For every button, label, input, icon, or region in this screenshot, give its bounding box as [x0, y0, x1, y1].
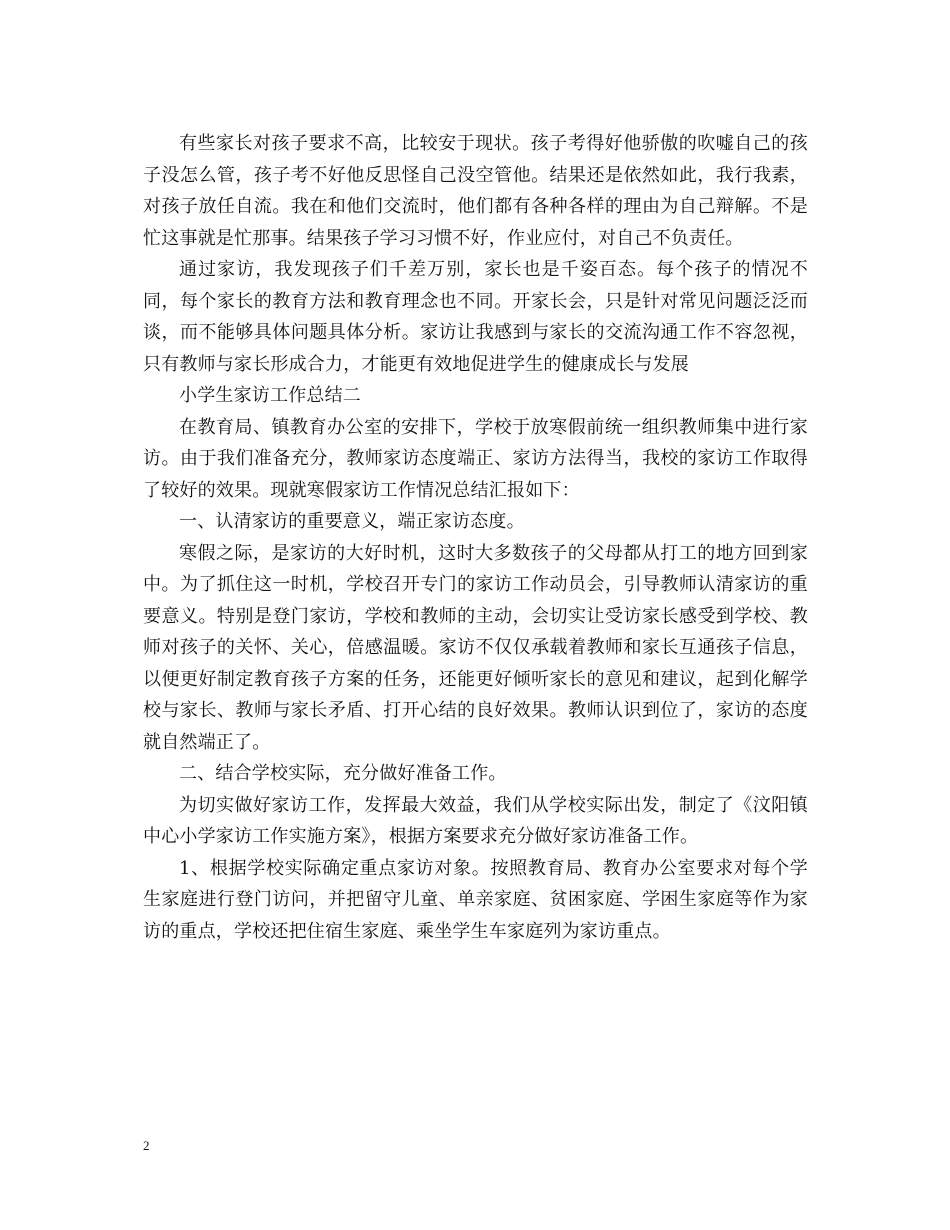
- section-heading-one: 一、认清家访的重要意义，端正家访态度。: [179, 511, 525, 532]
- section-heading-summary-two: 小学生家访工作总结二: [179, 385, 361, 406]
- paragraph-5: 为切实做好家访工作，发挥最大效益，我们从学校实际出发，制定了《汶阳镇中心小学家访工作实施方案》，根据方案要求充分做好家访准备工作。: [143, 794, 808, 847]
- paragraph-6: 1、根据学校实际确定重点家访对象。按照教育局、教育办公室要求对每个学生家庭进行登门访问，并把留守儿童、单亲家庭、贫困家庭、学困生家庭等作为家访的重点，学校还把住宿生家庭、乘坐学生车家庭列为家访重点。: [143, 857, 808, 942]
- paragraph-1: 有些家长对孩子要求不高，比较安于现状。孩子考得好他骄傲的吹嘘自己的孩子没怎么管，孩子考不好他反思怪自己没空管他。结果还是依然如此，我行我素，对孩子放任自流。我在和他们交流时，他们都有各种各样的理由为自己辩解。不是忙这事就是忙那事。结果孩子学习习惯不好，作业应付，对自己不负责任。: [143, 133, 808, 249]
- paragraph-4: 寒假之际，是家访的大好时机，这时大多数孩子的父母都从打工的地方回到家中。为了抓住这一时机，学校召开专门的家访工作动员会，引导教师认清家访的重要意义。特别是登门家访，学校和教师的主动，会切实让受访家长感受到学校、教师对孩子的关怀、关心，倍感温暖。家访不仅仅承载着教师和家长互通孩子信息，以便更好制定教育孩子方案的任务，还能更好倾听家长的意见和建议，起到化解学校与家长、教师与家长矛盾、打开心结的良好效果。教师认识到位了，家访的态度就自然端正了。: [143, 542, 808, 753]
- paragraph-2: 通过家访，我发现孩子们千差万别，家长也是千姿百态。每个孩子的情况不同，每个家长的教育方法和教育理念也不同。开家长会，只是针对常见问题泛泛而谈，而不能够具体问题具体分析。家访让我感到与家长的交流沟通工作不容忽视，只有教师与家长形成合力，才能更有效地促进学生的健康成长与发展: [143, 259, 808, 375]
- paragraph-3: 在教育局、镇教育办公室的安排下，学校于放寒假前统一组织教师集中进行家访。由于我们准备充分，教师家访态度端正、家访方法得当，我校的家访工作取得了较好的效果。现就寒假家访工作情况总结汇报如下：: [143, 416, 808, 501]
- document-body: [143, 128, 808, 947]
- page-number: 2: [143, 1138, 150, 1153]
- section-heading-two: 二、结合学校实际，充分做好准备工作。: [179, 763, 507, 784]
